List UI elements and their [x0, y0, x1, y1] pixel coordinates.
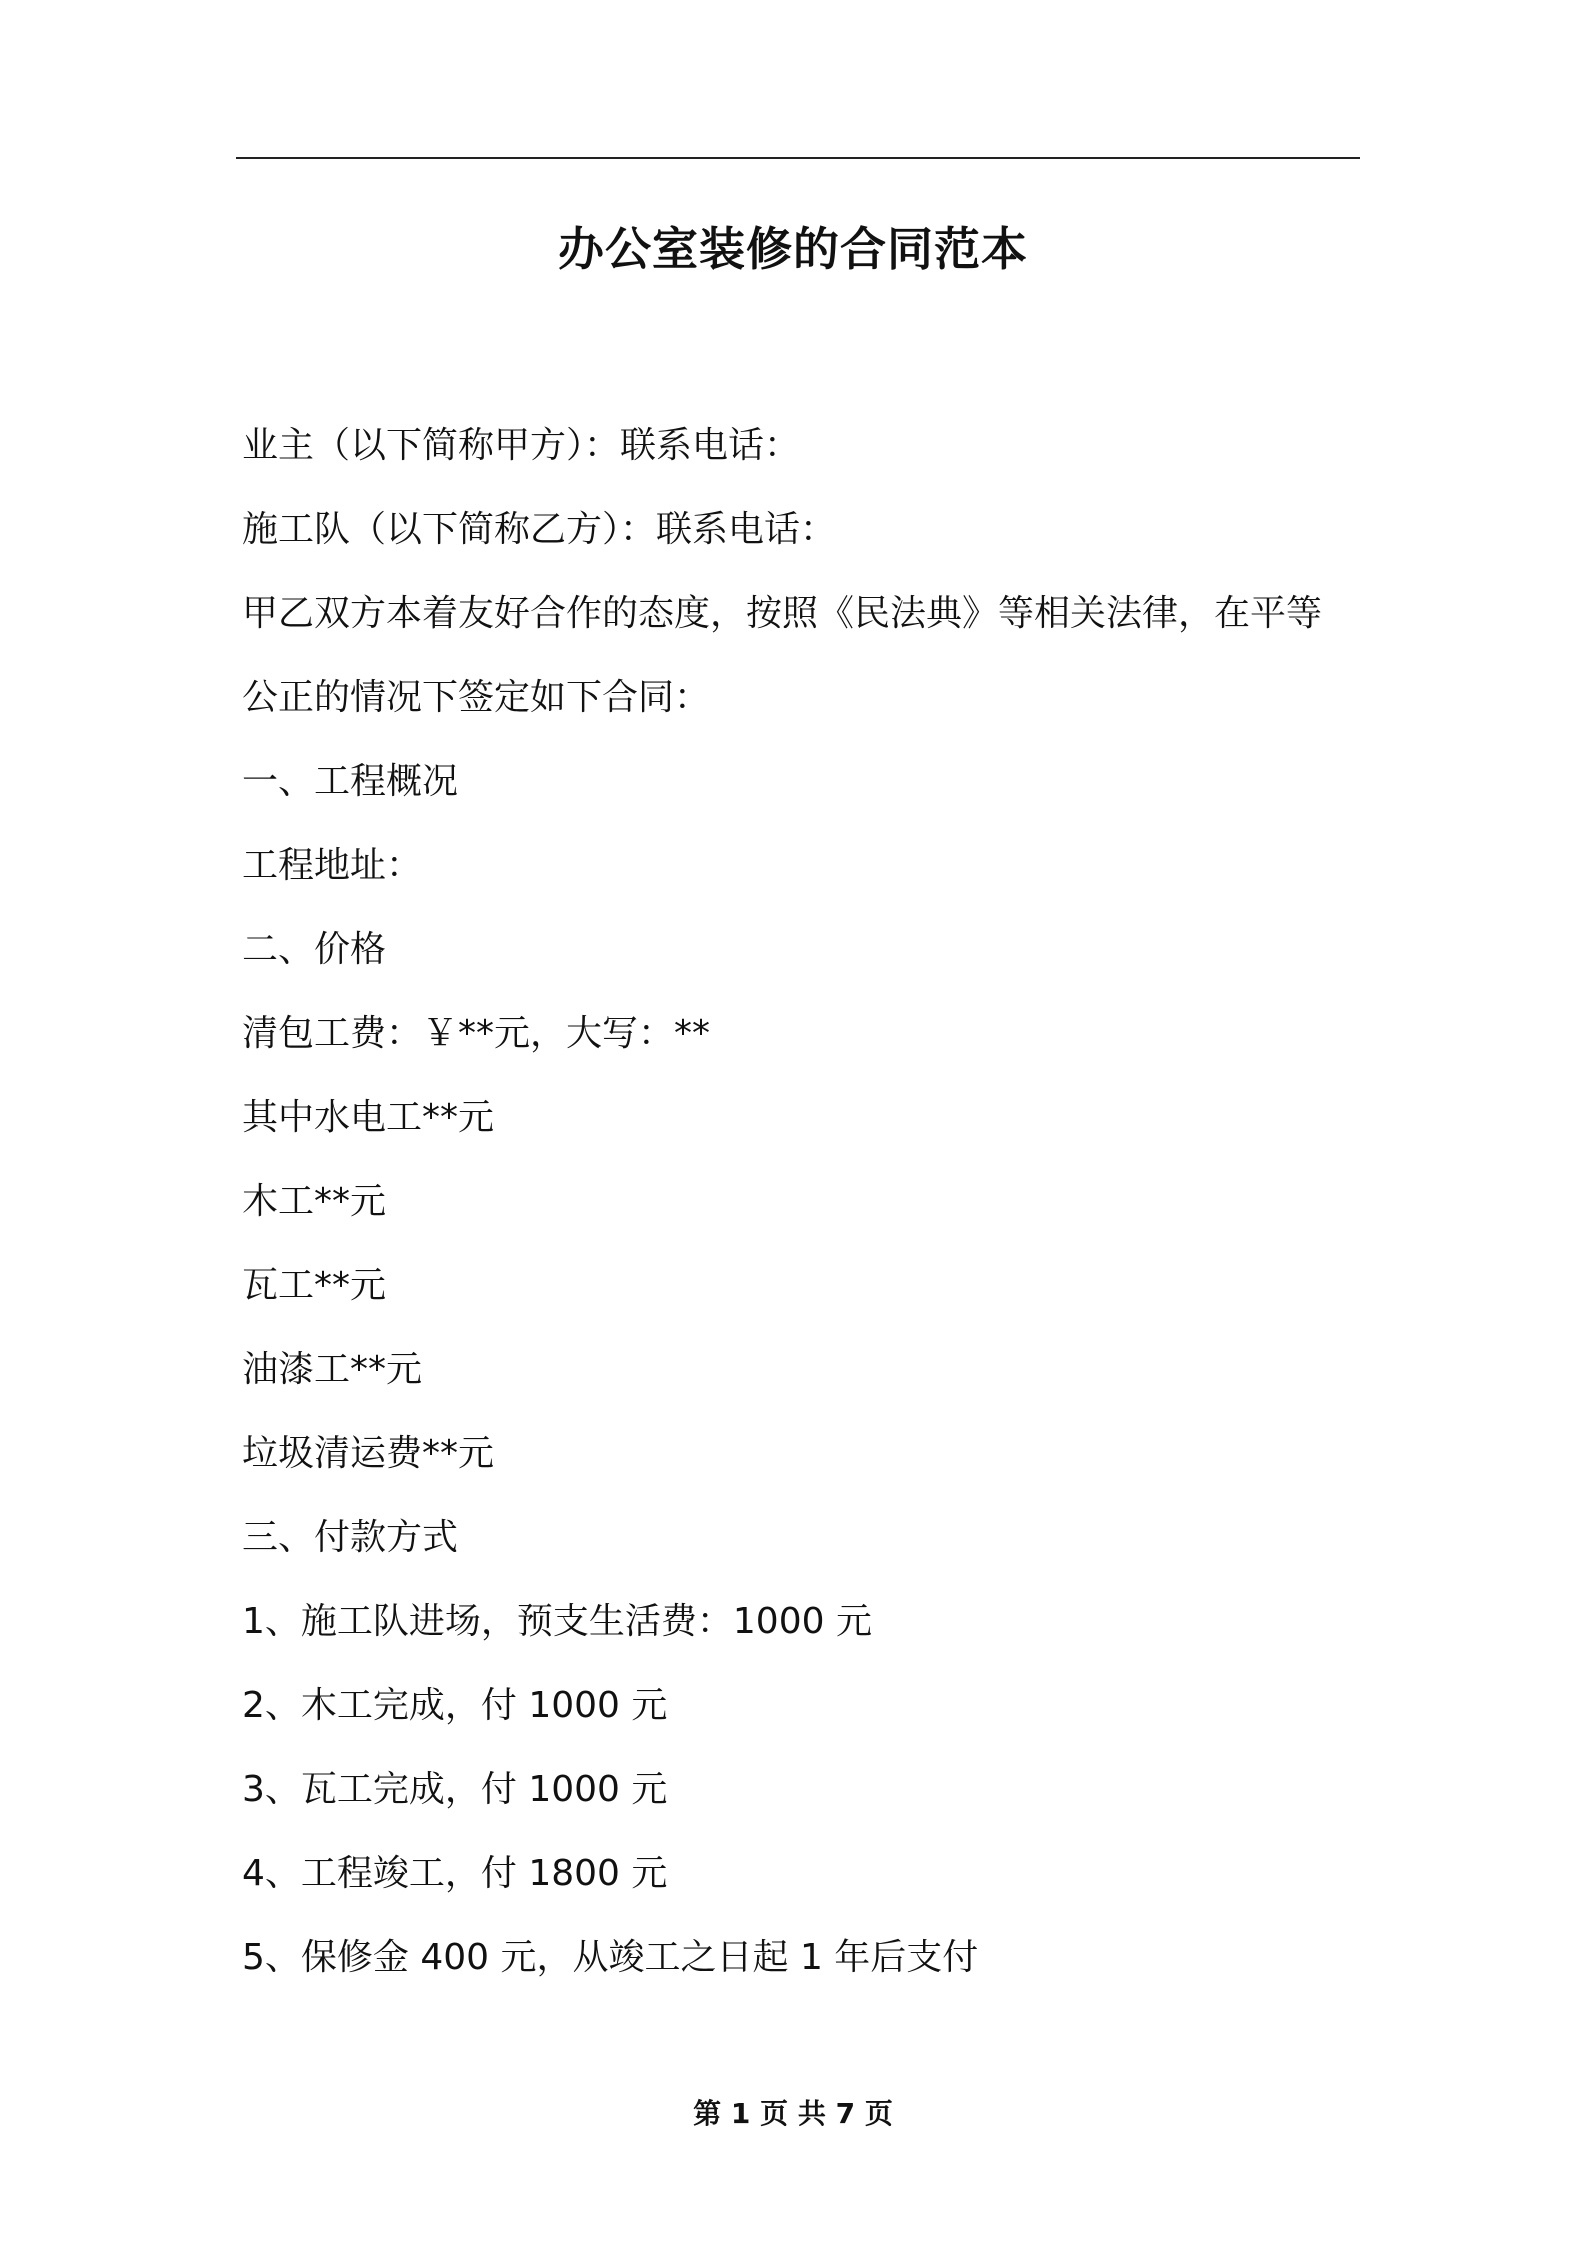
document-body — [242, 404, 1362, 2000]
party-b-line: 施工队（以下简称乙方）：联系电话： — [242, 509, 837, 550]
section-heading-price: 二、价格 — [242, 929, 387, 970]
preamble-line-1: 甲乙双方本着友好合作的态度，按照《民法典》等相关法律，在平等 — [242, 593, 1323, 634]
project-address-line: 工程地址： — [242, 845, 423, 886]
tiling-line: 瓦工**元 — [242, 1265, 387, 1306]
section-heading-overview: 一、工程概况 — [242, 761, 459, 802]
labor-fee-line: 清包工费：￥**元，大写：** — [242, 1013, 711, 1054]
page-number-footer: 第 1 页 共 7 页 — [693, 2097, 893, 2130]
carpentry-line: 木工**元 — [242, 1181, 387, 1222]
payment-item-2: 2、木工完成，付 1000 元 — [242, 1685, 668, 1726]
waste-removal-line: 垃圾清运费**元 — [242, 1433, 495, 1474]
payment-item-5: 5、保修金 400 元，从竣工之日起 1 年后支付 — [242, 1937, 979, 1978]
header-rule — [236, 157, 1360, 159]
section-heading-payment: 三、付款方式 — [242, 1517, 459, 1558]
party-a-line: 业主（以下简称甲方）：联系电话： — [242, 425, 801, 466]
painting-line: 油漆工**元 — [242, 1349, 423, 1390]
document-title: 办公室装修的合同范本 — [558, 222, 1028, 276]
plumbing-electrical-line: 其中水电工**元 — [242, 1097, 495, 1138]
preamble-line-2: 公正的情况下签定如下合同： — [242, 677, 711, 718]
payment-item-1: 1、施工队进场，预支生活费：1000 元 — [242, 1601, 872, 1642]
payment-item-4: 4、工程竣工，付 1800 元 — [242, 1853, 668, 1894]
payment-item-3: 3、瓦工完成，付 1000 元 — [242, 1769, 668, 1810]
